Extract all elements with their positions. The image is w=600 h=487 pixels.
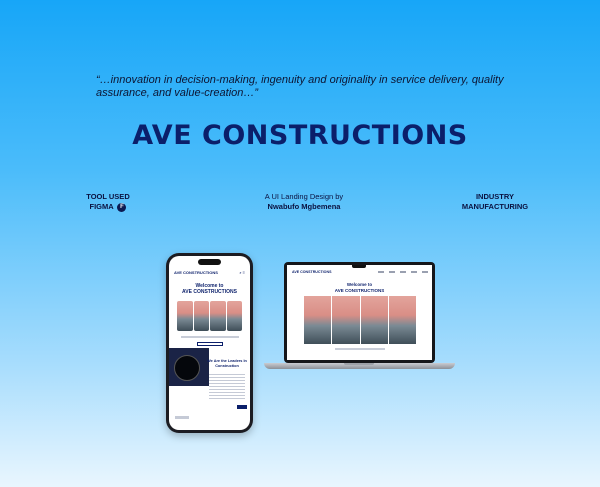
tool-used-block <box>78 192 138 212</box>
phone-screen <box>169 256 250 430</box>
phone-mockup <box>166 253 253 433</box>
laptop-welcome-line2: AVE CONSTRUCTIONS <box>334 287 385 293</box>
laptop-gallery-image <box>332 296 359 344</box>
laptop-nav-item <box>411 271 417 273</box>
laptop-caption-line <box>335 348 385 350</box>
laptop-gallery-image <box>361 296 388 344</box>
laptop-base-notch <box>344 363 374 365</box>
phone-cta-button <box>197 342 223 346</box>
phone-navbar <box>174 268 245 276</box>
laptop-image-gallery <box>304 296 416 344</box>
tool-used-value-row <box>78 202 138 212</box>
phone-gallery-image <box>194 301 210 331</box>
industry-block <box>450 192 540 212</box>
laptop-base <box>264 363 455 369</box>
laptop-nav-item <box>389 271 395 273</box>
phone-gallery-image <box>177 301 193 331</box>
tagline-quote: “…innovation in decision-making, ingenuity and originality in service delivery, quality assurance, and value-creation…” <box>96 74 504 99</box>
phone-badge-circle <box>174 355 200 381</box>
laptop-welcome-line1: Welcome to <box>346 282 373 287</box>
phone-caption-line <box>181 336 239 338</box>
tool-used-label: TOOL USED <box>86 192 130 201</box>
phone-leaders-heading: We Are the Leaders In Construction <box>207 359 247 368</box>
laptop-gallery-image <box>304 296 331 344</box>
design-credit-block <box>230 192 378 212</box>
phone-brand: AVE CONSTRUCTIONS <box>174 269 218 275</box>
phone-paragraph <box>209 374 245 400</box>
phone-welcome-line2: AVE CONSTRUCTIONS <box>182 289 237 295</box>
laptop-gallery-image <box>389 296 416 344</box>
laptop-nav-item <box>422 271 428 273</box>
laptop-screen <box>287 265 432 360</box>
industry-value: MANUFACTURING <box>461 202 529 211</box>
laptop-nav-menu <box>378 271 428 273</box>
laptop-nav-item <box>378 271 384 273</box>
tool-used-value: FIGMA <box>89 202 114 211</box>
phone-notch <box>198 259 221 265</box>
laptop-notch <box>352 265 366 268</box>
laptop-welcome-heading <box>287 282 432 293</box>
phone-welcome-heading <box>169 283 250 295</box>
phone-menu-icon: ⌕ ≡ <box>239 269 245 275</box>
phone-gallery-image <box>227 301 243 331</box>
industry-label: INDUSTRY <box>475 192 515 201</box>
laptop-brand: AVE CONSTRUCTIONS <box>292 270 332 274</box>
phone-read-more-button <box>237 405 247 409</box>
phone-footer-line <box>175 416 189 419</box>
page-title: AVE CONSTRUCTIONS <box>132 120 468 151</box>
phone-gallery-image <box>210 301 226 331</box>
design-credit-label: A UI Landing Design by <box>264 192 344 201</box>
phone-welcome-line1: Welcome to <box>195 283 224 289</box>
laptop-mockup <box>284 262 435 363</box>
laptop-nav-item <box>400 271 406 273</box>
figma-icon: F <box>117 203 126 212</box>
phone-image-gallery <box>177 301 242 331</box>
design-author: Nwabufo Mgbemena <box>267 202 341 211</box>
